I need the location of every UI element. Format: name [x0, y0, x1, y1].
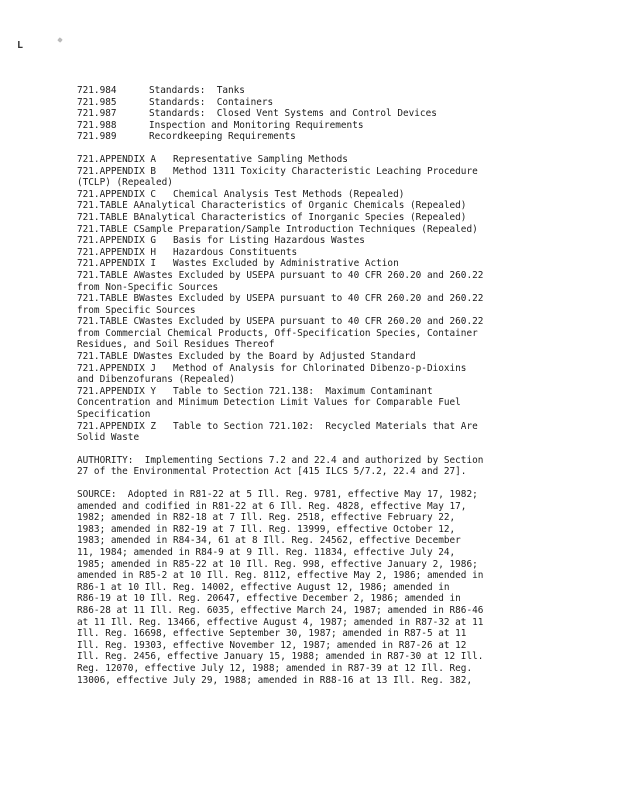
- section-list: [77, 85, 547, 143]
- appendix-line: 721.APPENDIX C Chemical Analysis Test Methods (Repealed): [77, 188, 405, 200]
- source-line: Ill. Reg. 19303, effective November 12, 1987; amended in R87-26 at 12: [77, 639, 467, 651]
- source-line: 13006, effective July 29, 1988; amended in R88-16 at 13 Ill. Reg. 382,: [77, 674, 473, 686]
- document-body: [77, 85, 547, 686]
- source-line: 1983; amended in R84-34, 61 at 8 Ill. Reg. 24562, effective December: [77, 535, 461, 547]
- appendix-line: 721.TABLE BWastes Excluded by USEPA pursuant to 40 CFR 260.20 and 260.22: [77, 293, 484, 305]
- source-line: Reg. 12070, effective July 12, 1988; amended in R87-39 at 12 Ill. Reg.: [77, 662, 473, 674]
- appendix-line: Concentration and Minimum Detection Limit Values for Comparable Fuel: [77, 397, 461, 409]
- source-line: R86-19 at 10 Ill. Reg. 20647, effective December 2, 1986; amended in: [77, 593, 461, 605]
- section-number: 721.987: [77, 108, 117, 120]
- source-line: Ill. Reg. 16698, effective September 30, 1987; amended in R87-5 at 11: [77, 628, 467, 640]
- appendix-list: [77, 154, 547, 444]
- source-line: amended in R85-2 at 10 Ill. Reg. 8112, effective May 2, 1986; amended in: [77, 570, 484, 582]
- spacer: [77, 444, 547, 455]
- source-line: 1983; amended in R82-19 at 7 Ill. Reg. 13999, effective October 12,: [77, 523, 456, 535]
- source-line: R86-28 at 11 Ill. Reg. 6035, effective March 24, 1987; amended in R86-46: [77, 604, 484, 616]
- section-title: Inspection and Monitoring Requirements: [149, 119, 364, 131]
- appendix-line: 721.TABLE AAnalytical Characteristics of Organic Chemicals (Repealed): [77, 200, 467, 212]
- section-title: Recordkeeping Requirements: [149, 131, 296, 143]
- authority-paragraph: [77, 455, 547, 478]
- appendix-line: and Dibenzofurans (Repealed): [77, 374, 236, 386]
- section-number: 721.989: [77, 131, 117, 143]
- section-row: [77, 131, 547, 143]
- section-number: 721.985: [77, 96, 117, 108]
- corner-mark: L: [17, 40, 24, 51]
- source-paragraph: [77, 489, 547, 686]
- appendix-line: from Non-Specific Sources: [77, 281, 219, 293]
- appendix-line: from Commercial Chemical Products, Off-Specification Species, Container: [77, 327, 478, 339]
- appendix-line: 721.APPENDIX I Wastes Excluded by Administrative Action: [77, 258, 399, 270]
- appendix-line: from Specific Sources: [77, 304, 196, 316]
- source-line: SOURCE: Adopted in R81-22 at 5 Ill. Reg. 9781, effective May 17, 1982;: [77, 489, 478, 500]
- appendix-line: 721.TABLE DWastes Excluded by the Board by Adjusted Standard: [77, 351, 416, 363]
- source-line: 11, 1984; amended in R84-9 at 9 Ill. Reg. 11834, effective July 24,: [77, 546, 456, 558]
- section-row: [77, 108, 547, 120]
- appendix-line: 721.APPENDIX Y Table to Section 721.138: Maximum Contaminant: [77, 385, 433, 397]
- appendix-line: Specification: [77, 409, 151, 421]
- appendix-line: 721.TABLE CWastes Excluded by USEPA pursuant to 40 CFR 260.20 and 260.22: [77, 316, 484, 328]
- section-title: Standards: Tanks: [149, 85, 245, 96]
- authority-line: AUTHORITY: Implementing Sections 7.2 and 22.4 and authorized by Section: [77, 454, 484, 466]
- source-line: Ill. Reg. 2456, effective January 15, 1988; amended in R87-30 at 12 Ill.: [77, 651, 484, 663]
- appendix-line: Residues, and Soil Residues Thereof: [77, 339, 275, 351]
- spacer: [77, 143, 547, 154]
- appendix-line: 721.TABLE CSample Preparation/Sample Introduction Techniques (Repealed): [77, 223, 478, 235]
- section-row: [77, 97, 547, 109]
- source-line: R86-1 at 10 Ill. Reg. 14002, effective August 12, 1986; amended in: [77, 581, 450, 593]
- appendix-line: 721.APPENDIX J Method of Analysis for Chlorinated Dibenzo-p-Dioxins: [77, 362, 467, 374]
- section-row: [77, 85, 547, 97]
- spacer: [77, 478, 547, 489]
- section-number: 721.984: [77, 85, 117, 96]
- appendix-line: 721.TABLE AWastes Excluded by USEPA pursuant to 40 CFR 260.20 and 260.22: [77, 269, 484, 281]
- source-line: at 11 Ill. Reg. 13466, effective August 4, 1987; amended in R87-32 at 11: [77, 616, 484, 628]
- section-row: [77, 120, 547, 132]
- appendix-line: 721.APPENDIX G Basis for Listing Hazardous Wastes: [77, 235, 365, 247]
- appendix-line: 721.APPENDIX A Representative Sampling Methods: [77, 153, 348, 165]
- appendix-line: (TCLP) (Repealed): [77, 177, 173, 189]
- appendix-line: 721.APPENDIX H Hazardous Constituents: [77, 246, 298, 258]
- section-number: 721.988: [77, 119, 117, 131]
- source-line: 1982; amended in R82-18 at 7 Ill. Reg. 2518, effective February 22,: [77, 512, 456, 524]
- source-line: 1985; amended in R85-22 at 10 Ill. Reg. 998, effective January 2, 1986;: [77, 558, 478, 570]
- appendix-line: 721.APPENDIX Z Table to Section 721.102: Recycled Materials that Are: [77, 420, 478, 432]
- scan-speck: [57, 37, 63, 43]
- section-title: Standards: Containers: [149, 96, 274, 108]
- section-title: Standards: Closed Vent Systems and Control Devices: [149, 108, 437, 120]
- appendix-line: 721.TABLE BAnalytical Characteristics of Inorganic Species (Repealed): [77, 211, 467, 223]
- appendix-line: 721.APPENDIX B Method 1311 Toxicity Characteristic Leaching Procedure: [77, 165, 478, 177]
- appendix-line: Solid Waste: [77, 432, 140, 444]
- authority-line: 27 of the Environmental Protection Act [415 ILCS 5/7.2, 22.4 and 27].: [77, 466, 467, 478]
- source-line: amended and codified in R81-22 at 6 Ill. Reg. 4828, effective May 17,: [77, 500, 467, 512]
